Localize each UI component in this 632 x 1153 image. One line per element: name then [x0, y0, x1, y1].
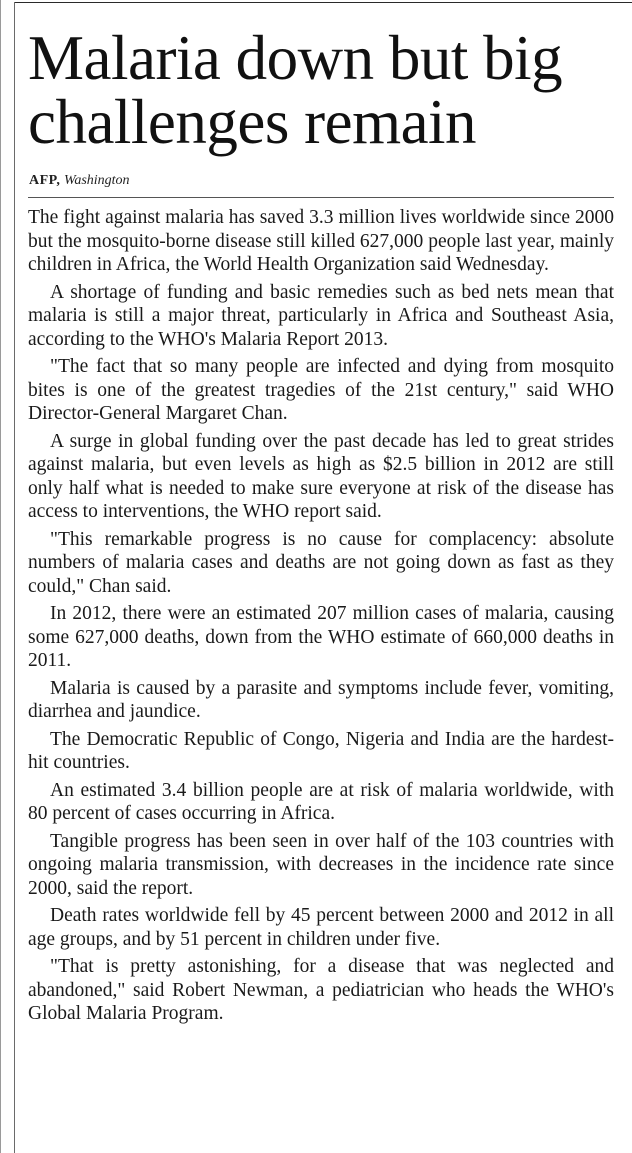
paragraph: A shortage of funding and basic remedies such as bed nets mean that malaria is still a major threat, particularly in Africa and Southeast Asia, according to the WHO's Malaria Report 2013. [28, 281, 614, 350]
byline-divider [28, 197, 614, 198]
paragraph: "The fact that so many people are infected and dying from mosquito bites is one of the greatest tragedies of the 21st century," said WHO Director-General Margaret Chan. [28, 356, 614, 424]
article-body [28, 206, 614, 1026]
paragraph: The Democratic Republic of Congo, Nigeria and India are the hardest-hit countries. [28, 728, 614, 773]
left-column-rule [14, 2, 15, 1153]
paragraph: Tangible progress has been seen in over half of the 103 countries with ongoing malaria transmission, with decreases in the incidence rate since 2000, said the report. [28, 830, 614, 899]
byline-agency: AFP, [29, 173, 61, 188]
byline-place: Washington [63, 173, 130, 188]
paragraph: Death rates worldwide fell by 45 percent between 2000 and 2012 in all age groups, and by 51 percent in children under five. [28, 905, 614, 950]
page-edge-rule [0, 0, 1, 1153]
paragraph: An estimated 3.4 billion people are at risk of malaria worldwide, with 80 percent of cases occurring in Africa. [28, 779, 614, 824]
paragraph: "This remarkable progress is no cause for complacency: absolute numbers of malaria cases and deaths are not going down as fast as they could," Chan said. [28, 528, 614, 597]
paragraph: The fight against malaria has saved 3.3 million lives worldwide since 2000 but the mosquito-borne disease still killed 627,000 people last year, mainly children in Africa, the World Health Organization said Wednesday. [28, 207, 614, 275]
paragraph: Malaria is caused by a parasite and symptoms include fever, vomiting, diarrhea and jaundice. [28, 677, 614, 722]
paragraph: In 2012, there were an estimated 207 million cases of malaria, causing some 627,000 deaths, down from the WHO estimate of 660,000 deaths in 2011. [28, 603, 614, 671]
byline [29, 172, 130, 190]
paragraph: "That is pretty astonishing, for a disease that was neglected and abandoned," said Robert Newman, a pediatrician who heads the WHO's Global Malaria Program. [28, 956, 614, 1024]
paragraph: A surge in global funding over the past decade has led to great strides against malaria, but even levels as high as $2.5 billion in 2012 are still only half what is needed to make sure everyone at risk of the disease has access to interventions, the WHO report said. [28, 430, 614, 522]
top-column-rule [14, 2, 632, 3]
headline: Malaria down but big challenges remain [28, 23, 563, 157]
